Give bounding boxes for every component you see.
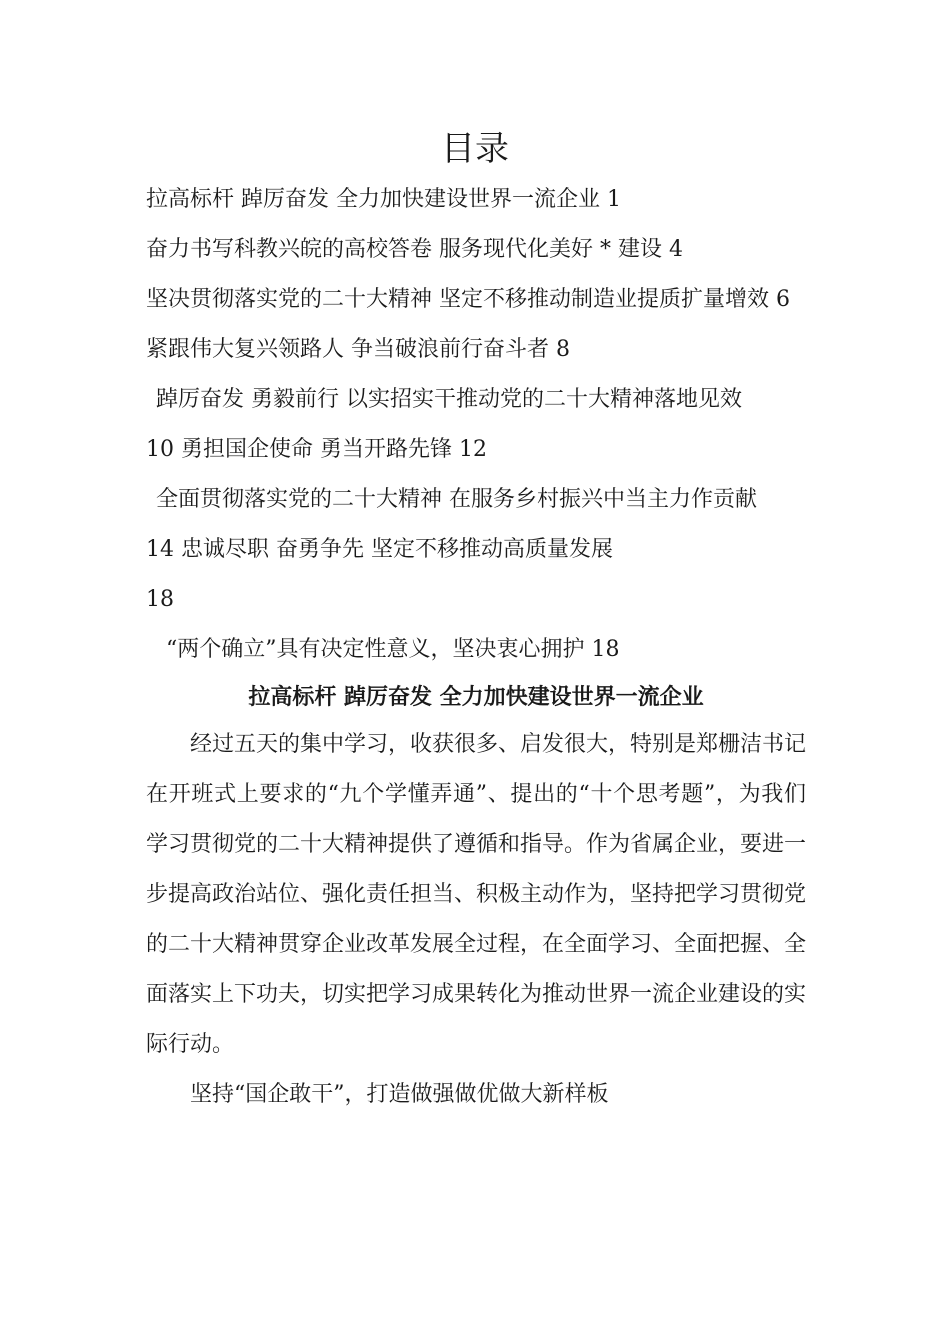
document-section: [146, 674, 806, 1120]
toc-item[interactable]: [146, 375, 806, 425]
toc-item-page: 1: [607, 187, 621, 212]
toc-item-title: 忠诚尽职 奋勇争先 坚定不移推动高质量发展: [181, 537, 613, 562]
toc-item-continued[interactable]: [146, 575, 806, 625]
toc-item-page: 4: [668, 237, 683, 262]
toc-item-page: 14: [146, 537, 174, 562]
toc-item-title: 紧跟伟大复兴领路人 争当破浪前行奋斗者: [146, 337, 549, 362]
section-heading: 拉高标杆 踔厉奋发 全力加快建设世界一流企业: [248, 684, 704, 710]
toc-item[interactable]: [146, 275, 806, 375]
toc-item-title: 奋力书写科教兴皖的高校答卷 服务现代化美好 * 建设: [146, 237, 662, 262]
toc-item-page: 6: [776, 287, 790, 312]
body-paragraph: 坚持“国企敢干”，打造做强做优做大新样板: [190, 1082, 609, 1107]
toc-item-title: 坚决贯彻落实党的二十大精神 坚定不移推动制造业提质扩量增效: [146, 287, 769, 312]
toc-item-title: 全面贯彻落实党的二十大精神 在服务乡村振兴中当主力作贡献: [156, 487, 757, 512]
toc-item[interactable]: [146, 225, 806, 275]
toc-item-page: 12: [459, 437, 487, 462]
toc-item-page: 18: [146, 587, 174, 612]
body-paragraph: 经过五天的集中学习，收获很多、启发很大，特别是郑栅洁书记在开班式上要求的“九个学懂弄通”、提出的“十个思考题”，为我们学习贯彻党的二十大精神提供了遵循和指导。作为省属企业，要进一步提高政治站位、强化责任担当、积极主动作为，坚持把学习贯彻党的二十大精神贯穿企业改革发展全过程，在全面学习、全面把握、全面落实上下功夫，切实把学习成果转化为推动世界一流企业建设的实际行动。: [146, 732, 807, 1057]
toc-item[interactable]: [146, 175, 806, 225]
toc-item-title: “两个确立”具有决定性意义，坚决衷心拥护: [166, 637, 585, 662]
toc-item-continued[interactable]: [146, 425, 806, 475]
toc-item-continued[interactable]: [146, 525, 806, 575]
toc-item-title: 勇担国企使命 勇当开路先锋: [181, 437, 452, 462]
toc-item-title: 拉高标杆 踔厉奋发 全力加快建设世界一流企业: [146, 187, 600, 212]
toc-title: 目录: [441, 129, 509, 169]
table-of-contents: [146, 175, 806, 675]
toc-item[interactable]: [146, 625, 806, 675]
toc-item[interactable]: [146, 475, 806, 525]
toc-item-page: 8: [556, 337, 570, 362]
toc-item-title: 踔厉奋发 勇毅前行 以实招实干推动党的二十大精神落地见效: [156, 387, 742, 412]
toc-item-page: 10: [146, 437, 174, 462]
toc-item-page: 18: [591, 637, 620, 662]
